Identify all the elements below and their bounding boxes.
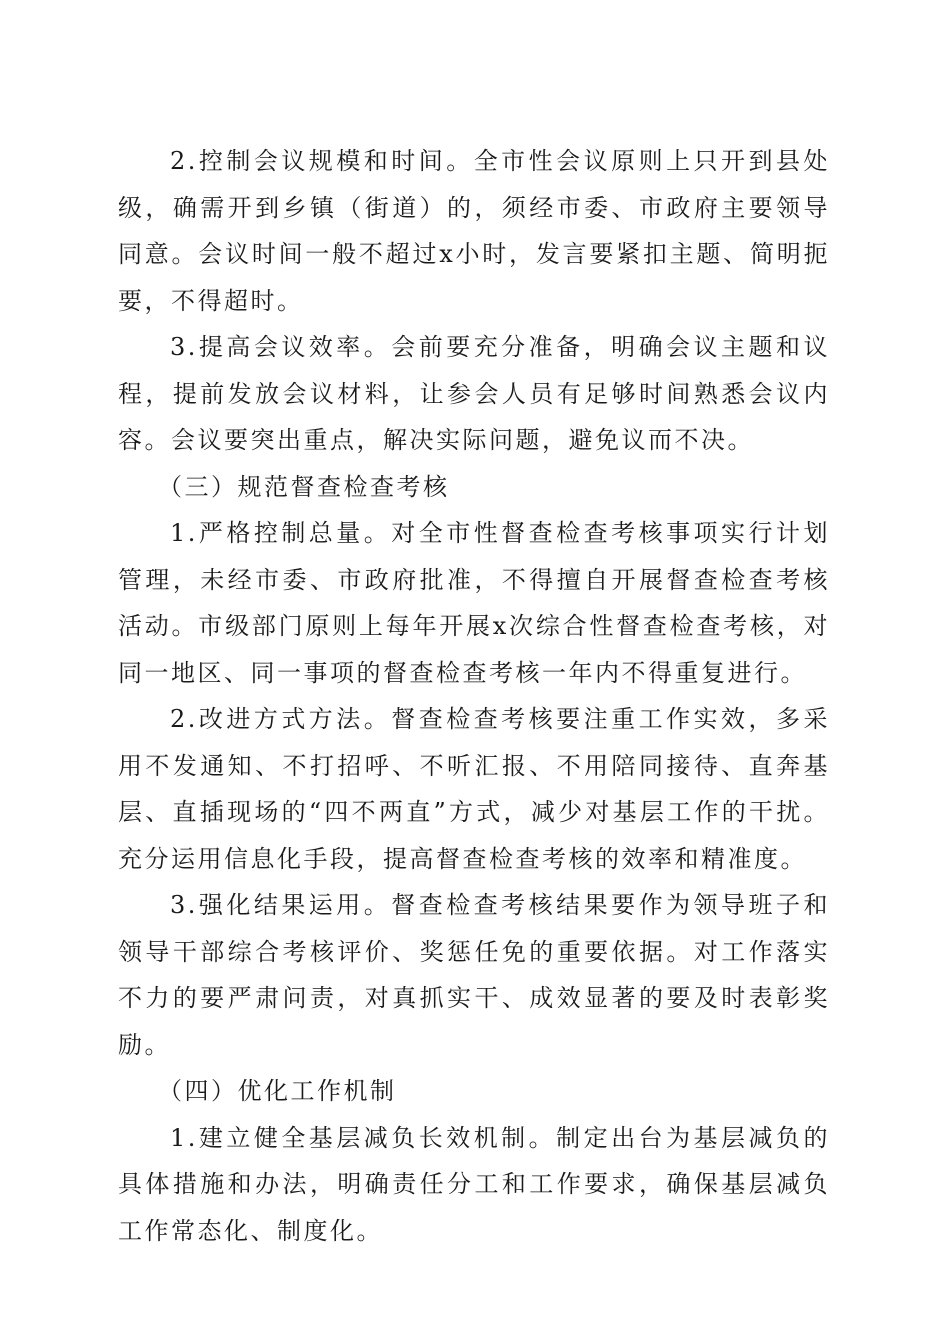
section-heading-inspection: （三）规范督查检查考核 [158, 472, 450, 501]
paragraph-improve-methods: 2.改进方式方法。督查检查考核要注重工作实效，多采用不发通知、不打招呼、不听汇报、不用陪同接待、直奔基层、直插现场的“四不两直”方式，减少对基层工作的干扰。充分运用信息化手段，提高督查检查考核的效率和精准度。 [118, 705, 830, 873]
section-heading-work-mechanism: （四）优化工作机制 [158, 1077, 397, 1105]
paragraph-meeting-efficiency: 3.提高会议效率。会前要充分准备，明确会议主题和议程，提前发放会议材料，让参会人员有足够时间熟悉会议内容。会议要突出重点，解决实际问题，避免议而不决。 [118, 333, 830, 454]
document-body [118, 138, 830, 1254]
paragraph-results-application: 3.强化结果运用。督查检查考核结果要作为领导班子和领导干部综合考核评价、奖惩任免的重要依据。对工作落实不力的要严肃问责，对真抓实干、成效显著的要及时表彰奖励。 [118, 891, 830, 1059]
paragraph-control-total: 1.严格控制总量。对全市性督查检查考核事项实行计划管理，未经市委、市政府批准，不得擅自开展督查检查考核活动。市级部门原则上每年开展x次综合性督查检查考核，对同一地区、同一事项的督查检查考核一年内不得重复进行。 [118, 519, 830, 687]
paragraph-meeting-scale: 2.控制会议规模和时间。全市性会议原则上只开到县处级，确需开到乡镇（街道）的，须经市委、市政府主要领导同意。会议时间一般不超过x小时，发言要紧扣主题、简明扼要，不得超时。 [118, 147, 830, 315]
paragraph-long-term-mechanism: 1.建立健全基层减负长效机制。制定出台为基层减负的具体措施和办法，明确责任分工和工作要求，确保基层减负工作常态化、制度化。 [118, 1123, 830, 1245]
